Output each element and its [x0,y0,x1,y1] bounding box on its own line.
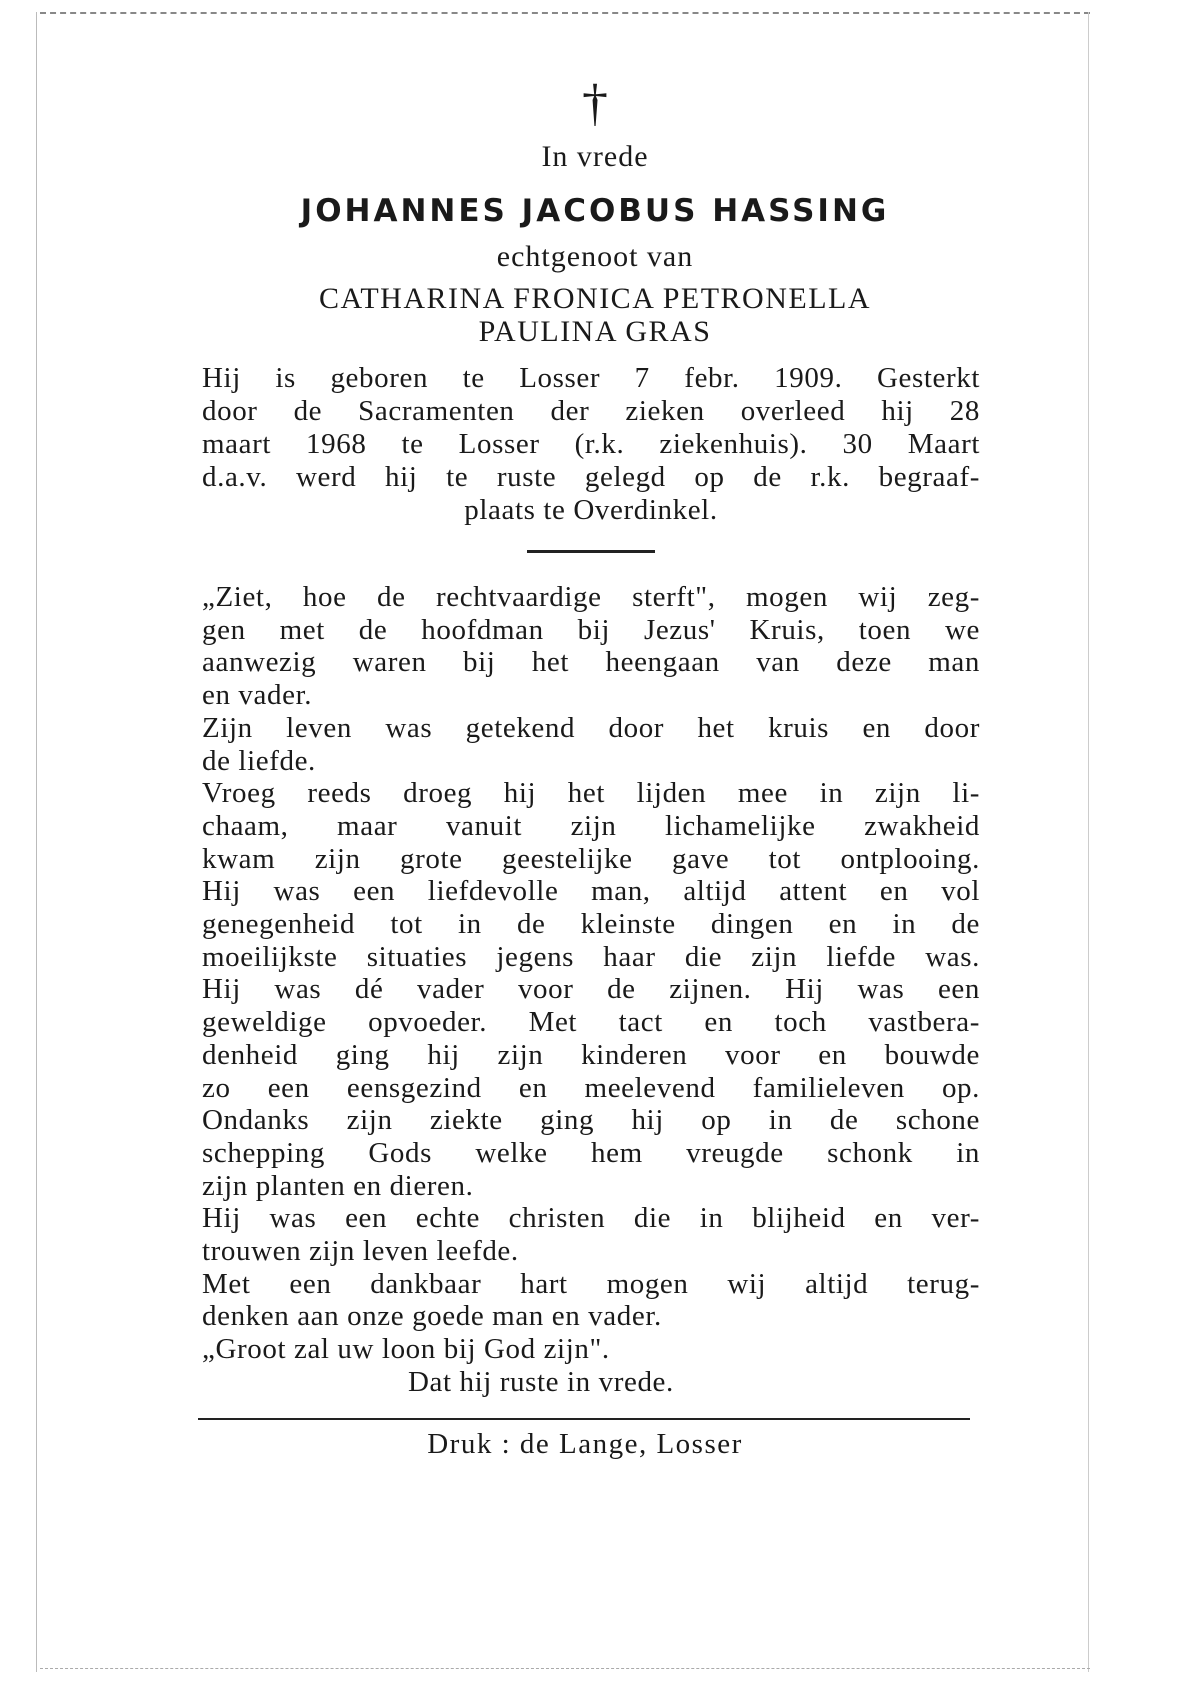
card-edge-top [40,12,1090,14]
text-line: en vader. [202,679,313,712]
text-line: de liefde. [202,744,316,777]
biography-line: plaats te Overdinkel. [464,494,718,526]
biography-line: maart 1968 te Losser (r.k. ziekenhuis). 30 Maart [202,428,980,460]
spouse-name-line-2: PAULINA GRAS [478,315,712,348]
text-line: Hij was een echte christen die in blijheid en ver- [202,1202,980,1235]
biography-line: d.a.v. werd hij te ruste gelegd op de r.k. begraaf- [202,461,980,493]
section-divider [527,550,655,553]
text-line: „Ziet, hoe de rechtvaardige sterft", mogen wij zeg- [202,581,980,613]
text-line: kwam zijn grote geestelijke gave tot ontplooing. [202,842,980,875]
text-line: denheid ging hij zijn kinderen voor en bouwde [202,1038,980,1071]
biography-line: door de Sacramenten der zieken overleed hij 28 [202,395,980,427]
text-line: Met een dankbaar hart mogen wij altijd terug- [202,1267,980,1300]
text-line: „Groot zal uw loon bij God zijn". [202,1333,610,1366]
text-line: Ondanks zijn ziekte ging hij op in de schone [202,1104,980,1137]
text-line: Vroeg reeds droeg hij het lijden mee in zijn li- [202,777,980,810]
spouse-name-line-1: CATHARINA FRONICA PETRONELLA [318,282,872,315]
in-vrede-heading: In vrede [541,140,649,173]
biography-line: Hij is geboren te Losser 7 febr. 1909. Gesterkt [202,362,980,394]
text-line: aanwezig waren bij het heengaan van deze man [202,646,980,679]
text-line: schepping Gods welke hem vreugde schonk in [202,1136,980,1169]
printer-credit: Druk : de Lange, Losser [427,1428,743,1460]
text-line: geweldige opvoeder. Met tact en toch vastbera- [202,1006,980,1039]
text-line: Hij was een liefdevolle man, altijd attent en vol [202,875,980,908]
card-edge-bottom [40,1668,1090,1669]
text-line: denken aan onze goede man en vader. [202,1300,662,1333]
text-line: Hij was dé vader voor de zijnen. Hij was een [202,973,980,1006]
text-line: moeilijkste situaties jegens haar die zijn liefde was. [202,940,980,973]
footer-rule [198,1418,970,1420]
cross-icon: † [582,75,608,132]
text-line: genegenheid tot in de kleinste dingen en in de [202,908,980,940]
text-line: trouwen zijn leven leefde. [202,1235,519,1267]
text-line: gen met de hoofdman bij Jezus' Kruis, toen we [202,613,980,646]
text-line: zo een eensgezind en meelevend familieleven op. [202,1071,980,1104]
text-line: zijn planten en dieren. [202,1169,474,1202]
text-line: chaam, maar vanuit zijn lichamelijke zwakheid [202,809,980,842]
text-line: Zijn leven was getekend door het kruis en door [202,711,980,744]
deceased-name: JOHANNES JACOBUS HASSING [300,193,890,229]
text-line: Dat hij ruste in vrede. [408,1365,674,1398]
spouse-label: echtgenoot van [496,240,694,273]
